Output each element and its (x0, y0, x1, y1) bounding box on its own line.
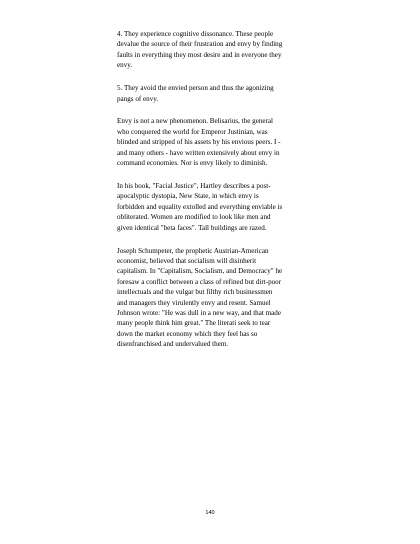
page-number: 140 (205, 510, 215, 516)
body-text (117, 29, 312, 362)
paragraph-belisarius: Envy is not a new phenomenon. Belisarius, the general who conquered the world for Emperor Justinian, was blinded and stripped of his assets by his envious peers. I - and many others - have written extensively about envy in command economies. Nor is envy likely to diminish. (117, 117, 281, 168)
paragraph-schumpeter: Joseph Schumpeter, the prophetic Austrian-American economist, believed that socialism will disinherit capitalism. In "Capitalism, Socialism, and Democracy" he foresaw a conflict between a class of refined but dirt-poor intellectuals and the vulgar but filthy rich businessmen and managers they virulently envy and resent. Samuel Johnson wrote: "He was dull in a new way, and that made many people think him great." The literati seek to tear down the market economy which they feel has so disenfranchised and undervalued them. (117, 246, 283, 349)
paragraph-item-5: 5. They avoid the envied person and thus the agonizing pangs of envy. (117, 84, 274, 103)
paragraph-item-4: 4. They experience cognitive dissonance. These people devalue the source of their frustration and envy by finding faults in everything they most desire and in everyone they envy. (117, 30, 283, 70)
paragraph-facial-justice: In his book, "Facial Justice", Hartley describes a post- apocalyptic dystopia, New State, in which envy is forbidden and equality extolled and everything enviable is obliterated. Women are modified to look like men and given identical "beta faces". Tall buildings are razed. (117, 181, 283, 232)
